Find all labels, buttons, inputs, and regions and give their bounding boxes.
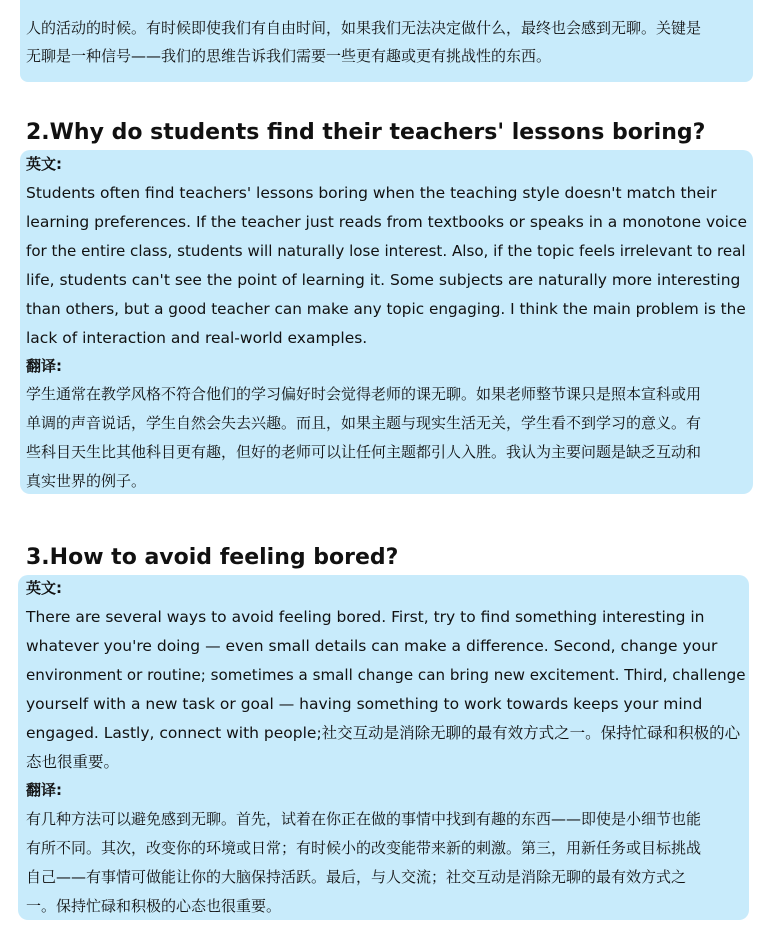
english-line: 态也很重要。 (26, 753, 120, 771)
section-3-translation-label: 翻译: (26, 781, 62, 799)
translation-line: 真实世界的例子。 (26, 472, 147, 490)
english-line: whatever you're doing — even small details can make a difference. Second, change your (26, 637, 718, 655)
intro-paragraph (26, 14, 750, 70)
translation-line: 单调的声音说话，学生自然会失去兴趣。而且，如果主题与现实生活无关，学生看不到学习的意义。有 (26, 414, 702, 432)
english-line: for the entire class, students will naturally lose interest. Also, if the topic feels irrelevant to real (26, 242, 746, 260)
english-line: yourself with a new task or goal — having something to work towards keeps your mind (26, 695, 703, 713)
english-line: lack of interaction and real-world examples. (26, 329, 368, 347)
english-line: engaged. Lastly, connect with people;社交互动是消除无聊的最有效方式之一。保持忙碌和积极的心 (26, 724, 741, 742)
translation-line: 一。保持忙碌和积极的心态也很重要。 (26, 897, 282, 915)
section-3-translation-paragraph (26, 805, 750, 921)
section-3-english-label: 英文: (26, 579, 62, 597)
english-line: life, students can't see the point of learning it. Some subjects are naturally more interesting (26, 271, 741, 289)
translation-line: 些科目天生比其他科目更有趣，但好的老师可以让任何主题都引人入胜。我认为主要问题是缺乏互动和 (26, 443, 702, 461)
english-line: There are several ways to avoid feeling bored. First, try to find something interesting in (26, 608, 705, 626)
translation-line: 有所不同。其次，改变你的环境或日常；有时候小的改变能带来新的刺激。第三，用新任务或目标挑战 (26, 839, 702, 857)
translation-line: 自己——有事情可做能让你的大脑保持活跃。最后，与人交流；社交互动是消除无聊的最有效方式之 (26, 868, 687, 886)
english-line: learning preferences. If the teacher just reads from textbooks or speaks in a monotone voice (26, 213, 747, 231)
section-2-english-paragraph (26, 179, 750, 353)
section-2-translation-paragraph (26, 380, 750, 496)
translation-line: 有几种方法可以避免感到无聊。首先，试着在你正在做的事情中找到有趣的东西——即使是小细节也能 (26, 810, 702, 828)
translation-line: 学生通常在教学风格不符合他们的学习偏好时会觉得老师的课无聊。如果老师整节课只是照本宣科或用 (26, 385, 702, 403)
intro-line: 无聊是一种信号——我们的思维告诉我们需要一些更有趣或更有挑战性的东西。 (26, 47, 552, 65)
english-line: Students often find teachers' lessons boring when the teaching style doesn't match their (26, 184, 717, 202)
section-2-heading: 2.Why do students find their teachers' lessons boring? (26, 120, 706, 145)
section-3-heading: 3.How to avoid feeling bored? (26, 545, 399, 570)
section-2-translation-label: 翻译: (26, 357, 62, 375)
english-line: environment or routine; sometimes a small change can bring new excitement. Third, challenge (26, 666, 746, 684)
section-2-english-label: 英文: (26, 155, 62, 173)
english-line: than others, but a good teacher can make any topic engaging. I think the main problem is the (26, 300, 746, 318)
intro-line: 人的活动的时候。有时候即使我们有自由时间，如果我们无法决定做什么，最终也会感到无聊。关键是 (26, 19, 702, 37)
section-3-english-paragraph (26, 603, 750, 777)
